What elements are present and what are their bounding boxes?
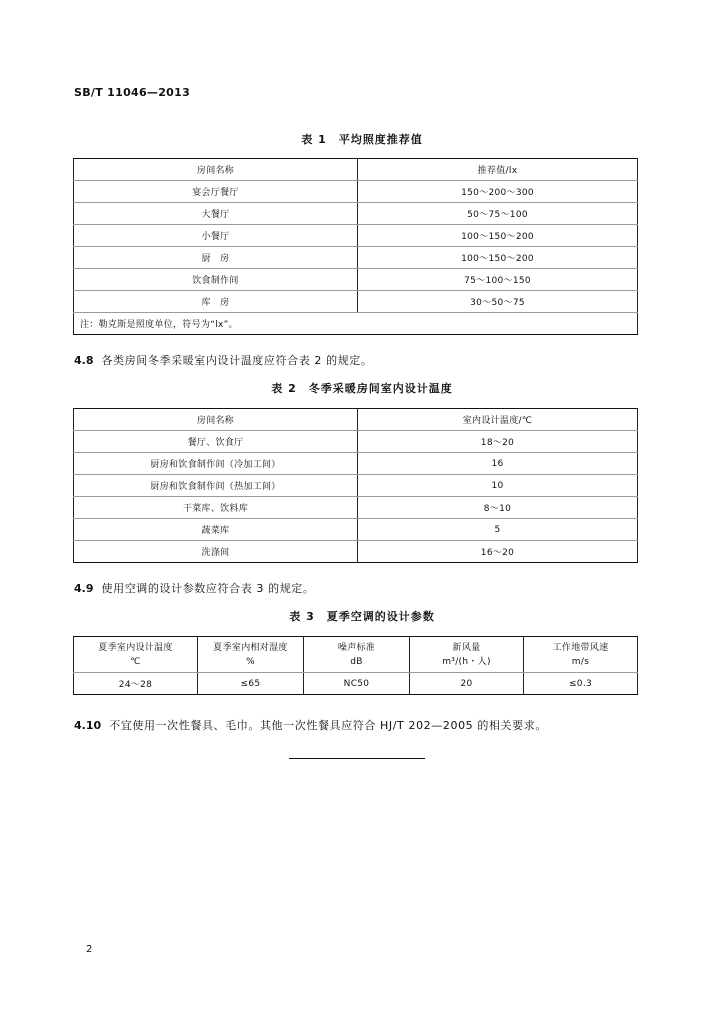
table-row (74, 453, 638, 475)
table-row (74, 541, 638, 563)
table-cell: 洗涤间 (74, 541, 358, 563)
table-header-cell (74, 637, 198, 673)
table-header-cell (524, 637, 638, 673)
table-cell: 干菜库、饮料库 (74, 497, 358, 519)
clause-text: 不宜使用一次性餐具、毛巾。其他一次性餐具应符合 HJ/T 202—2005 的相关要求。 (109, 719, 547, 732)
table-cell: ≤65 (198, 673, 304, 695)
table-cell: 餐厅、饮食厅 (74, 431, 358, 453)
table-header-cell: 推荐值/lx (358, 159, 638, 181)
header-unit: ℃ (130, 656, 141, 667)
table-cell: 24～28 (74, 673, 198, 695)
table-row (74, 497, 638, 519)
table2-caption: 表 2 冬季采暖房间室内设计温度 (271, 382, 453, 395)
table-cell: 大餐厅 (74, 203, 358, 225)
table-cell: 75～100～150 (358, 269, 638, 291)
table3-ac-parameters (73, 636, 638, 695)
table-row (74, 431, 638, 453)
header-label: 夏季室内相对湿度 (213, 642, 288, 653)
table1-illuminance (73, 158, 638, 335)
table-header-row (74, 409, 638, 431)
table-cell: 小餐厅 (74, 225, 358, 247)
table-cell: 蔬菜库 (74, 519, 358, 541)
table-cell: 20 (410, 673, 524, 695)
clause-4-9 (74, 580, 315, 596)
table-note-row (74, 313, 638, 335)
table2-heating-temperature (73, 408, 638, 563)
page-number: 2 (86, 944, 93, 955)
clause-text: 使用空调的设计参数应符合表 3 的规定。 (101, 582, 315, 595)
standard-code: SB/T 11046—2013 (74, 86, 191, 99)
header-label: 夏季室内设计温度 (98, 642, 173, 653)
table-cell: 100～150～200 (358, 225, 638, 247)
header-unit: % (246, 656, 255, 667)
end-rule (289, 758, 425, 759)
table1-caption: 表 1 平均照度推荐值 (301, 133, 423, 146)
clause-number: 4.8 (74, 354, 94, 367)
clause-number: 4.10 (74, 719, 102, 732)
table-header-cell (304, 637, 410, 673)
table3-caption: 表 3 夏季空调的设计参数 (289, 610, 435, 623)
clause-4-8 (74, 352, 373, 368)
table-row (74, 673, 638, 695)
table-header-cell: 房间名称 (74, 159, 358, 181)
table-cell: NC50 (304, 673, 410, 695)
table-header-cell: 房间名称 (74, 409, 358, 431)
table-header-cell (198, 637, 304, 673)
table-cell: 厨 房 (74, 247, 358, 269)
table-cell: 50～75～100 (358, 203, 638, 225)
table-cell: 10 (358, 475, 638, 497)
table-header-cell: 室内设计温度/℃ (358, 409, 638, 431)
table-row (74, 181, 638, 203)
header-label: 新风量 (452, 642, 481, 653)
table-cell: 150～200～300 (358, 181, 638, 203)
table-header-cell (410, 637, 524, 673)
table-cell: 厨房和饮食制作间（热加工间） (74, 475, 358, 497)
table-row (74, 203, 638, 225)
table-row (74, 475, 638, 497)
clause-number: 4.9 (74, 582, 94, 595)
table-cell: 16 (358, 453, 638, 475)
table-cell: 5 (358, 519, 638, 541)
clause-4-10 (74, 717, 547, 733)
table-header-row (74, 637, 638, 673)
table1-note: 注：勒克斯是照度单位，符号为“lx”。 (74, 313, 638, 335)
table-cell: 8～10 (358, 497, 638, 519)
table-cell: 16～20 (358, 541, 638, 563)
header-label: 噪声标准 (337, 642, 376, 653)
header-label: 工作地带风速 (552, 642, 609, 653)
table-cell: 100～150～200 (358, 247, 638, 269)
table-cell: 饮食制作间 (74, 269, 358, 291)
table-cell: 厨房和饮食制作间（冷加工间） (74, 453, 358, 475)
table-cell: 宴会厅餐厅 (74, 181, 358, 203)
table-cell: 30～50～75 (358, 291, 638, 313)
table-cell: 库 房 (74, 291, 358, 313)
table-row (74, 225, 638, 247)
header-unit: dB (350, 656, 363, 667)
table-row (74, 291, 638, 313)
table-cell: ≤0.3 (524, 673, 638, 695)
header-unit: m/s (571, 656, 590, 667)
table-row (74, 269, 638, 291)
clause-text: 各类房间冬季采暖室内设计温度应符合表 2 的规定。 (101, 354, 373, 367)
table-cell: 18～20 (358, 431, 638, 453)
table-header-row (74, 159, 638, 181)
table-row (74, 247, 638, 269)
table-row (74, 519, 638, 541)
header-unit: m³/(h・人) (442, 656, 491, 667)
